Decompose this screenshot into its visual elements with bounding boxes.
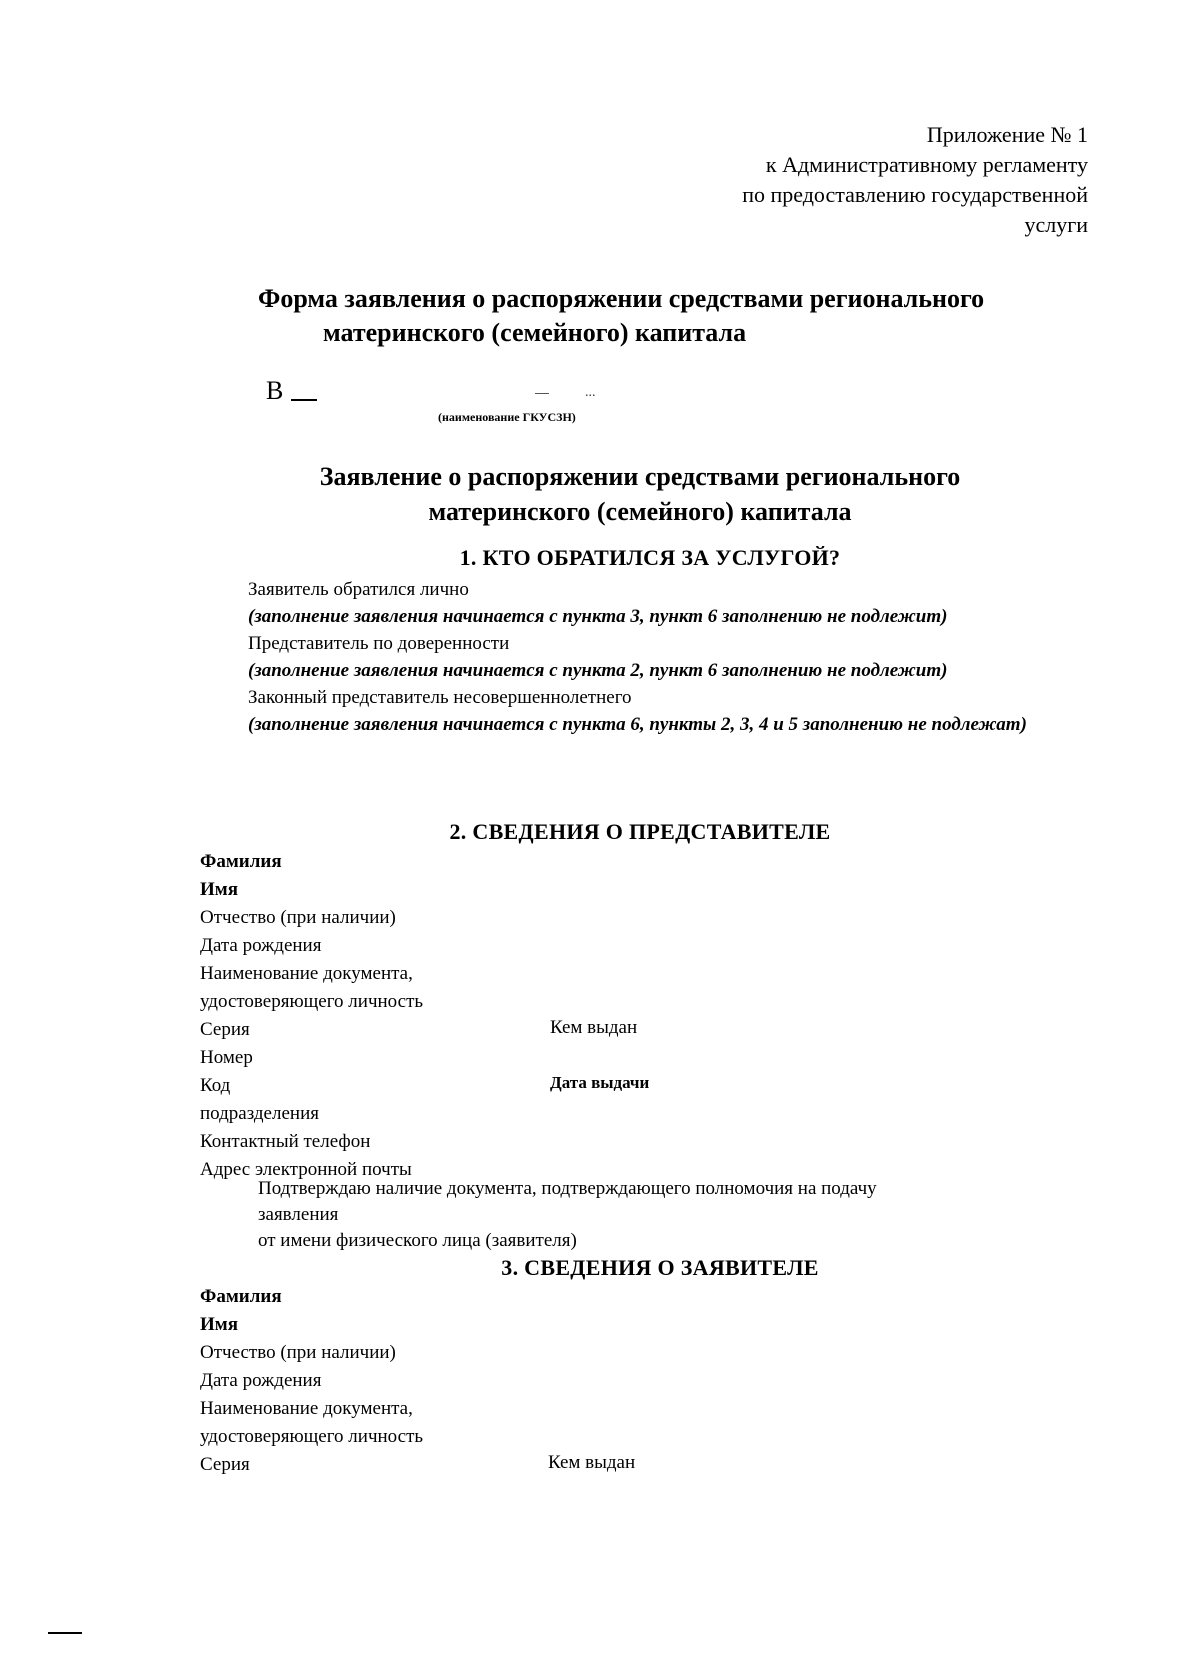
s2-confirm-line-3: от имени физического лица (заявителя) (258, 1230, 577, 1251)
application-title-line-2: материнского (семейного) капитала (428, 497, 852, 526)
recipient-blank-line (291, 399, 317, 401)
s3-series-label: Серия (200, 1454, 250, 1475)
section2-fields (200, 848, 423, 1184)
option-proxy-label: Представитель по доверенности (248, 633, 510, 654)
s2-issue-date-label: Дата выдачи (550, 1073, 650, 1092)
appendix-line-2: к Административному регламенту (765, 152, 1088, 177)
footer-separator (48, 1632, 82, 1634)
s2-confirm-line-1: Подтверждаю наличие документа, подтверждающего полномочия на подачу (258, 1178, 877, 1199)
recipient-prefix: В (266, 376, 284, 405)
form-title (258, 282, 984, 350)
recipient-dots: ... (585, 385, 596, 400)
recipient-caption: (наименование ГКУСЗН) (438, 410, 576, 424)
option-personal-label: Заявитель обратился лично (248, 579, 469, 600)
option-proxy-note: (заполнение заявления начинается с пункта 2, пункт 6 заполнению не подлежит) (248, 660, 948, 681)
s3-surname-label: Фамилия (200, 1286, 282, 1307)
s2-doc-name-label-2: удостоверяющего личность (200, 991, 424, 1012)
s3-doc-name-label-1: Наименование документа, (200, 1398, 413, 1419)
s2-confirm-text (258, 1176, 877, 1254)
option-legal-rep-note: (заполнение заявления начинается с пункта 6, пункты 2, 3, 4 и 5 заполнению не подлежат) (248, 714, 1027, 735)
form-title-line-1: Форма заявления о распоряжении средствами регионального (258, 284, 985, 313)
s3-name-label: Имя (200, 1314, 238, 1335)
s3-doc-name-label-2: удостоверяющего личность (200, 1426, 424, 1447)
s2-doc-name-label-1: Наименование документа, (200, 963, 413, 984)
s2-surname-label: Фамилия (200, 851, 282, 872)
application-title (0, 459, 1200, 529)
appendix-line-4: услуги (1024, 212, 1088, 237)
application-title-line-1: Заявление о распоряжении средствами регионального (319, 462, 961, 491)
s2-birth-date-label: Дата рождения (200, 935, 322, 956)
s2-email-label: Адрес электронной почты (200, 1159, 412, 1180)
s3-issued-by-label: Кем выдан (548, 1452, 636, 1473)
s3-patronymic-label: Отчество (при наличии) (200, 1342, 396, 1363)
appendix-line-3: по предоставлению государственной (742, 182, 1088, 207)
s2-series-label: Серия (200, 1019, 250, 1040)
section3-heading: 3. СВЕДЕНИЯ О ЗАЯВИТЕЛЕ (501, 1255, 819, 1280)
section1-heading: 1. КТО ОБРАТИЛСЯ ЗА УСЛУГОЙ? (459, 545, 841, 570)
option-personal-note: (заполнение заявления начинается с пункта 3, пункт 6 заполнению не подлежит) (248, 606, 948, 627)
s2-confirm-line-2: заявления (258, 1204, 339, 1225)
s3-birth-date-label: Дата рождения (200, 1370, 322, 1391)
s2-phone-label: Контактный телефон (200, 1131, 371, 1152)
section1-options (248, 576, 1098, 738)
s2-patronymic-label: Отчество (при наличии) (200, 907, 396, 928)
s2-number-label: Номер (200, 1047, 253, 1068)
option-legal-rep-label: Законный представитель несовершеннолетнего (248, 687, 632, 708)
appendix-line-1: Приложение № 1 (926, 122, 1088, 147)
form-title-line-2: материнского (семейного) капитала (323, 318, 747, 347)
s2-code-label-2: подразделения (200, 1103, 319, 1124)
section3-fields (200, 1283, 423, 1479)
section2-heading: 2. СВЕДЕНИЯ О ПРЕДСТАВИТЕЛЕ (449, 819, 831, 844)
s2-name-label: Имя (200, 879, 238, 900)
s2-code-label-1: Код (200, 1075, 231, 1096)
appendix-header (742, 120, 1088, 240)
s2-issued-by-label: Кем выдан (550, 1017, 638, 1038)
recipient-blank-dash (535, 393, 549, 394)
